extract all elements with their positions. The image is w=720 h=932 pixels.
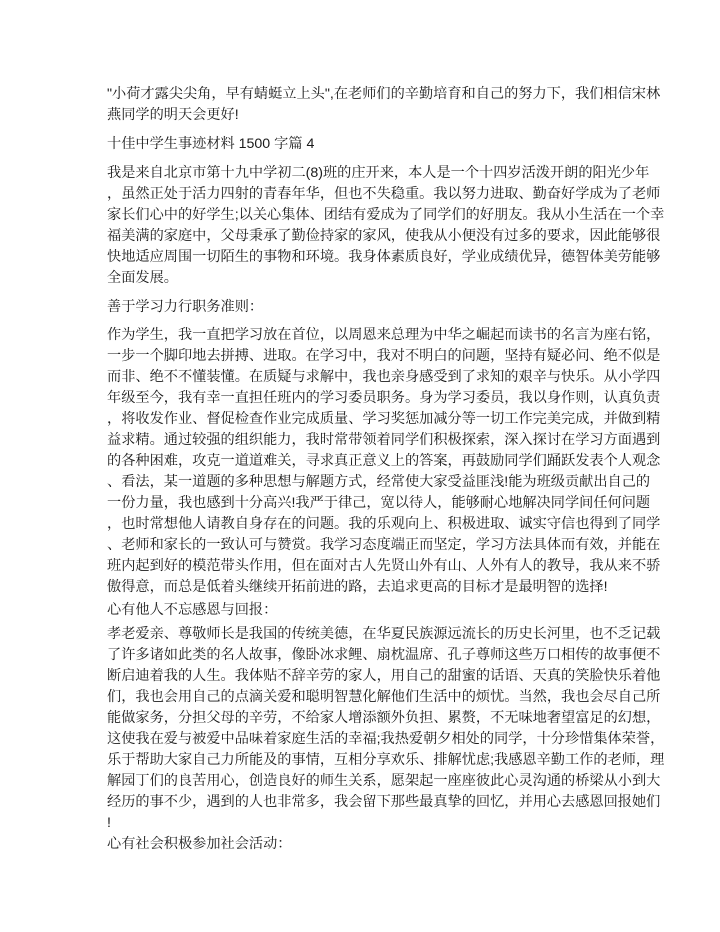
text-line: 能做家务，分担父母的辛劳，不给家人增添额外负担、累赘，不无味地奢望富足的幻想，	[107, 710, 661, 726]
section-heading	[107, 600, 637, 621]
text-line: 快地适应周围一切陌生的事物和环境。我身体素质良好，学业成绩优异，德智体美劳能够	[107, 249, 661, 265]
text-line: !	[107, 815, 111, 831]
text-line: 乐于帮助大家自己力所能及的事情，互相分享欢乐、排解忧虑;我感恩辛勤工作的老师，理	[107, 752, 665, 768]
section-heading	[107, 834, 637, 855]
text-line: 十佳中学生事迹材料 1500 字篇 4	[107, 136, 315, 152]
text-line: 我是来自北京市第十九中学初二(8)班的庄开来，本人是一个十四岁活泼开朗的阳光少年	[107, 165, 650, 181]
text-line: 福美满的家庭中，父母秉承了勤俭持家的家风，使我从小便没有过多的要求，因此能够很	[107, 228, 661, 244]
text-line: 、老师和家长的一致认可与赞赏。我学习态度端正而坚定，学习方法具体而有效，并能在	[107, 537, 661, 553]
text-line: 这使我在爱与被爱中品味着家庭生活的幸福;我热爱朝夕相处的同学，十分珍惜集体荣誉，	[107, 731, 665, 747]
text-line: "小荷才露尖尖角，早有蜻蜓立上头",在老师们的辛勤培育和自己的努力下，我们相信宋林	[107, 86, 661, 102]
paragraph	[107, 163, 665, 289]
text-line: 全面发展。	[107, 270, 178, 286]
text-line: 班内起到好的模范带头作用，但在面对古人先贤山外有山、人外有人的教导，我从来不骄	[107, 558, 661, 574]
text-line: 年级至今，我有幸一直担任班内的学习委员职务。身为学习委员，我以身作则，认真负责	[107, 390, 661, 406]
text-line: ，也时常想他人请教自身存在的问题。我的乐观向上、积极进取、诚实守信也得到了同学	[107, 516, 661, 532]
text-line: 一步一个脚印地去拼搏、进取。在学习中，我对不明白的问题，坚持有疑必问、绝不似是	[107, 348, 661, 364]
paragraph	[107, 84, 661, 126]
text-line: ，虽然正处于活力四射的青春年华，但也不失稳重。我以努力进取、勤奋好学成为了老师	[107, 186, 661, 202]
text-line: 善于学习力行职务准则：	[107, 299, 264, 315]
text-line: 孝老爱亲、尊敬师长是我国的传统美德，在华夏民族源远流长的历史长河里，也不乏记载	[107, 626, 661, 642]
text-line: 心有社会积极参加社会活动：	[107, 836, 292, 852]
text-line: 断启迪着我的人生。我体贴不辞辛劳的家人，用自己的甜蜜的话语、天真的笑脸快乐着他	[107, 668, 661, 684]
text-line: ，将收发作业、督促检查作业完成质量、学习奖惩加减分等一切工作完美完成，并做到精	[107, 411, 661, 427]
text-line: 、看法，某一道题的多种思想与解题方式，经常使大家受益匪浅!能为班级贡献出自己的	[107, 474, 651, 490]
text-line: 益求精。通过较强的组织能力，我时常带领着同学们积极探索，深入探讨在学习方面遇到	[107, 432, 661, 448]
text-line: 们，我也会用自己的点滴关爱和聪明智慧化解他们生活中的烦忧。当然，我也会尽自己所	[107, 689, 661, 705]
text-line: 了许多诸如此类的名人故事，像卧冰求鲤、扇枕温席、孔子尊师这些万口相传的故事便不	[107, 647, 661, 663]
paragraph	[107, 624, 665, 834]
text-line: 而非、绝不不懂装懂。在质疑与求解中，我也亲身感受到了求知的艰辛与快乐。从小学四	[107, 369, 661, 385]
text-line: 经历的事不少，遇到的人也非常多，我会留下那些最真挚的回忆，并用心去感恩回报她们	[107, 794, 661, 810]
section-heading	[107, 297, 637, 318]
text-line: 心有他人不忘感恩与回报：	[107, 602, 278, 618]
section-heading	[107, 134, 637, 155]
paragraph	[107, 325, 661, 598]
text-line: 解园丁们的良苦用心，创造良好的师生关系，愿架起一座座彼此心灵沟通的桥梁从小到大	[107, 773, 661, 789]
text-line: 燕同学的明天会更好!	[107, 107, 239, 123]
text-line: 家长们心中的好学生;以关心集体、团结有爱成为了同学们的好朋友。我从小生活在一个幸	[107, 207, 665, 223]
text-line: 作为学生，我一直把学习放在首位，以周恩来总理为中华之崛起而读书的名言为座右铭，	[107, 327, 661, 343]
text-line: 一份力量，我也感到十分高兴!我严于律己，宽以待人，能够耐心地解决同学间任何问题	[107, 495, 651, 511]
text-line: 傲得意，而总是低着头继续开拓前进的路，去追求更高的目标才是最明智的选择!	[107, 579, 608, 595]
text-line: 的各种困难，攻克一道道难关，寻求真正意义上的答案，再鼓励同学们踊跃发表个人观念	[107, 453, 661, 469]
